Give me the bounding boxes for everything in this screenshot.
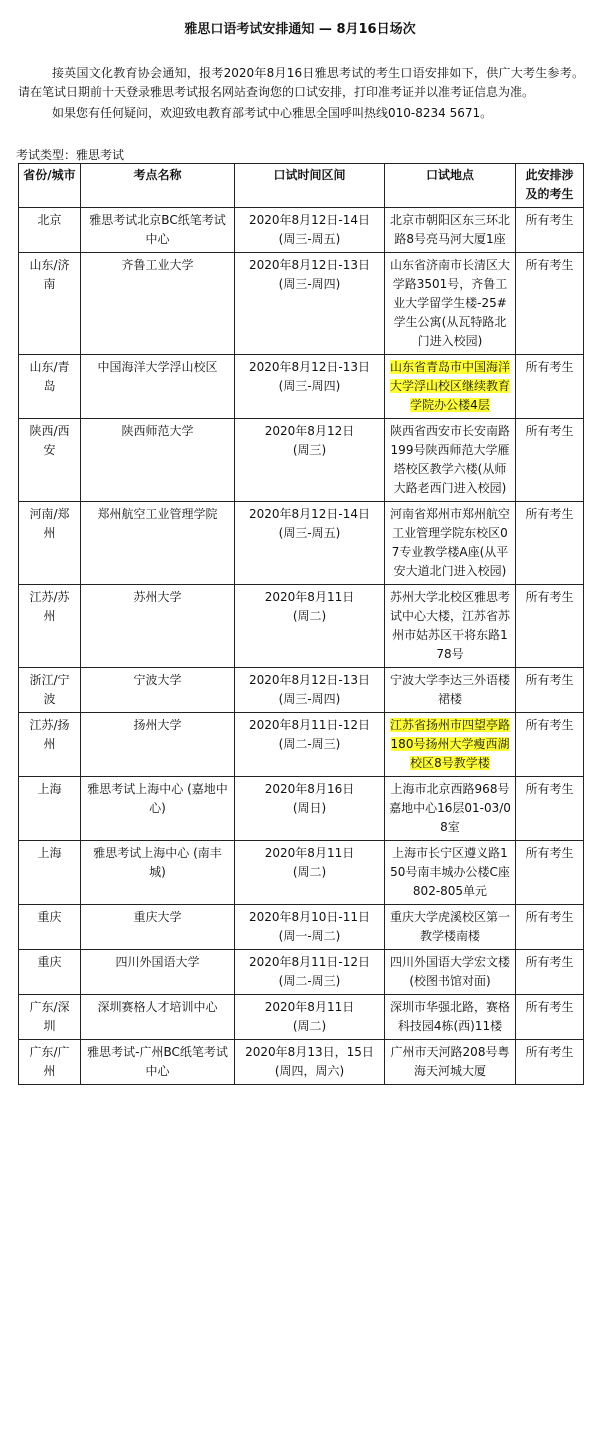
address-text: 重庆大学虎溪校区第一教学楼南楼 <box>389 910 510 943</box>
time-date: 2020年8月11日-12日 <box>248 718 371 732</box>
table-header-row <box>19 164 584 208</box>
table-row <box>19 502 584 585</box>
cell-center: 雅思考试-广州BC纸笔考试中心 <box>81 1040 235 1085</box>
intro-paragraph-2: 如果您有任何疑问，欢迎致电教育部考试中心雅思全国呼叫热线010-8234 5671。 <box>52 106 493 120</box>
cell-address <box>385 419 516 502</box>
header-time: 口试时间区间 <box>235 164 385 208</box>
time-date: 2020年8月12日-13日 <box>248 360 371 374</box>
cell-scope: 所有考生 <box>516 777 584 841</box>
table-body <box>19 208 584 1085</box>
cell-center: 宁波大学 <box>81 668 235 713</box>
cell-scope: 所有考生 <box>516 841 584 905</box>
cell-time <box>235 502 385 585</box>
table-row <box>19 208 584 253</box>
time-date: 2020年8月13日，15日 <box>245 1045 374 1059</box>
time-weekdays: (周一-周二) <box>278 929 341 943</box>
address-text: 江苏省扬州市四望亭路180号扬州大学瘦西湖校区8号教学楼 <box>389 718 510 770</box>
cell-center: 陕西师范大学 <box>81 419 235 502</box>
cell-address <box>385 841 516 905</box>
cell-time <box>235 355 385 419</box>
cell-time <box>235 253 385 355</box>
address-text: 山东省青岛市中国海洋大学浮山校区继续教育学院办公楼4层 <box>389 360 510 412</box>
cell-address <box>385 668 516 713</box>
address-text: 宁波大学李达三外语楼裙楼 <box>389 673 510 706</box>
cell-time <box>235 841 385 905</box>
cell-scope: 所有考生 <box>516 905 584 950</box>
header-scope: 此安排涉及的考生 <box>516 164 584 208</box>
time-weekdays: (周二-周三) <box>278 974 341 988</box>
cell-address <box>385 905 516 950</box>
address-text: 上海市北京西路968号嘉地中心16层01-03/08室 <box>389 782 511 834</box>
cell-city: 山东/济南 <box>19 253 81 355</box>
cell-scope: 所有考生 <box>516 585 584 668</box>
table-row <box>19 668 584 713</box>
intro-text <box>18 64 584 123</box>
cell-scope: 所有考生 <box>516 713 584 777</box>
address-text: 北京市朝阳区东三环北路8号亮马河大厦1座 <box>389 213 510 246</box>
cell-scope: 所有考生 <box>516 1040 584 1085</box>
cell-city: 陕西/西安 <box>19 419 81 502</box>
cell-city: 山东/青岛 <box>19 355 81 419</box>
cell-scope: 所有考生 <box>516 668 584 713</box>
time-date: 2020年8月10日-11日 <box>248 910 371 924</box>
time-weekdays: (周日) <box>292 801 327 815</box>
cell-center: 深圳赛格人才培训中心 <box>81 995 235 1040</box>
table-row <box>19 841 584 905</box>
cell-scope: 所有考生 <box>516 208 584 253</box>
cell-scope: 所有考生 <box>516 253 584 355</box>
time-date: 2020年8月12日-14日 <box>248 507 371 521</box>
time-weekdays: (周三-周四) <box>278 379 341 393</box>
cell-scope: 所有考生 <box>516 950 584 995</box>
address-text: 上海市长宁区遵义路150号南丰城办公楼C座802-805单元 <box>390 846 510 898</box>
cell-scope: 所有考生 <box>516 502 584 585</box>
cell-time <box>235 419 385 502</box>
cell-city: 上海 <box>19 841 81 905</box>
cell-city: 重庆 <box>19 905 81 950</box>
page-title: 雅思口语考试安排通知 — 8月16日场次 <box>184 22 416 37</box>
header-address: 口试地点 <box>385 164 516 208</box>
time-weekdays: (周三) <box>292 443 327 457</box>
cell-time <box>235 208 385 253</box>
cell-time <box>235 905 385 950</box>
cell-address <box>385 585 516 668</box>
cell-city: 浙江/宁波 <box>19 668 81 713</box>
time-date: 2020年8月11日 <box>264 846 355 860</box>
header-city: 省份/城市 <box>19 164 81 208</box>
table-row <box>19 419 584 502</box>
table-row <box>19 253 584 355</box>
cell-time <box>235 1040 385 1085</box>
cell-center: 雅思考试上海中心 (嘉地中心) <box>81 777 235 841</box>
time-date: 2020年8月12日 <box>264 424 355 438</box>
time-date: 2020年8月12日-13日 <box>248 258 371 272</box>
table-row <box>19 950 584 995</box>
header-center: 考点名称 <box>81 164 235 208</box>
cell-center: 齐鲁工业大学 <box>81 253 235 355</box>
address-text: 山东省济南市长清区大学路3501号，齐鲁工业大学留学生楼-25#学生公寓(从瓦特路北门进入校园) <box>389 258 510 348</box>
exam-type-label: 考试类型：雅思考试 <box>16 148 125 162</box>
cell-address <box>385 950 516 995</box>
cell-center: 扬州大学 <box>81 713 235 777</box>
time-weekdays: (周四，周六) <box>274 1064 345 1078</box>
cell-city: 上海 <box>19 777 81 841</box>
cell-city: 江苏/苏州 <box>19 585 81 668</box>
cell-scope: 所有考生 <box>516 355 584 419</box>
address-text: 苏州大学北校区雅思考试中心大楼，江苏省苏州市姑苏区干将东路178号 <box>389 590 510 661</box>
cell-city: 江苏/扬州 <box>19 713 81 777</box>
table-row <box>19 713 584 777</box>
cell-time <box>235 668 385 713</box>
address-text: 四川外国语大学宏文楼(校图书馆对面) <box>389 955 510 988</box>
cell-address <box>385 1040 516 1085</box>
schedule-table <box>18 163 584 1085</box>
cell-time <box>235 995 385 1040</box>
table-row <box>19 355 584 419</box>
cell-center: 重庆大学 <box>81 905 235 950</box>
cell-time <box>235 713 385 777</box>
cell-address <box>385 253 516 355</box>
cell-center: 雅思考试北京BC纸笔考试中心 <box>81 208 235 253</box>
time-date: 2020年8月12日-14日 <box>248 213 371 227</box>
cell-center: 雅思考试上海中心 (南丰城) <box>81 841 235 905</box>
cell-address <box>385 995 516 1040</box>
cell-city: 北京 <box>19 208 81 253</box>
cell-center: 中国海洋大学浮山校区 <box>81 355 235 419</box>
cell-address <box>385 502 516 585</box>
time-weekdays: (周三-周四) <box>278 692 341 706</box>
time-weekdays: (周三-周四) <box>278 277 341 291</box>
time-weekdays: (周三-周五) <box>278 526 341 540</box>
cell-address <box>385 777 516 841</box>
table-row <box>19 1040 584 1085</box>
address-text: 陕西省西安市长安南路199号陕西师范大学雁塔校区教学六楼(从师大路老西门进入校园) <box>389 424 510 495</box>
cell-city: 河南/郑州 <box>19 502 81 585</box>
table-row <box>19 905 584 950</box>
table-row <box>19 777 584 841</box>
time-weekdays: (周三-周五) <box>278 232 341 246</box>
time-weekdays: (周二) <box>292 865 327 879</box>
time-date: 2020年8月11日 <box>264 590 355 604</box>
cell-address <box>385 713 516 777</box>
time-date: 2020年8月12日-13日 <box>248 673 371 687</box>
address-text: 深圳市华强北路，赛格科技园4栋(西)11楼 <box>389 1000 510 1033</box>
time-date: 2020年8月16日 <box>264 782 355 796</box>
cell-center: 郑州航空工业管理学院 <box>81 502 235 585</box>
time-date: 2020年8月11日 <box>264 1000 355 1014</box>
table-row <box>19 585 584 668</box>
cell-time <box>235 950 385 995</box>
table-row <box>19 995 584 1040</box>
time-weekdays: (周二) <box>292 1019 327 1033</box>
address-text: 河南省郑州市郑州航空工业管理学院东校区07专业教学楼A座(从平安大道北门进入校园) <box>389 507 510 578</box>
cell-scope: 所有考生 <box>516 995 584 1040</box>
time-weekdays: (周二-周三) <box>278 737 341 751</box>
cell-city: 广东/广州 <box>19 1040 81 1085</box>
cell-address <box>385 355 516 419</box>
cell-center: 苏州大学 <box>81 585 235 668</box>
cell-scope: 所有考生 <box>516 419 584 502</box>
cell-city: 重庆 <box>19 950 81 995</box>
time-weekdays: (周二) <box>292 609 327 623</box>
cell-time <box>235 777 385 841</box>
intro-paragraph-1: 接英国文化教育协会通知，报考2020年8月16日雅思考试的考生口语安排如下，供广大考生参考。请在笔试日期前十天登录雅思考试报名网站查询您的口试安排，打印准考证并以准考证信息为准。 <box>18 66 584 99</box>
cell-city: 广东/深圳 <box>19 995 81 1040</box>
cell-time <box>235 585 385 668</box>
time-date: 2020年8月11日-12日 <box>248 955 371 969</box>
page-cutoff <box>0 1434 600 1444</box>
cell-center: 四川外国语大学 <box>81 950 235 995</box>
address-text: 广州市天河路208号粤海天河城大厦 <box>390 1045 510 1078</box>
cell-address <box>385 208 516 253</box>
